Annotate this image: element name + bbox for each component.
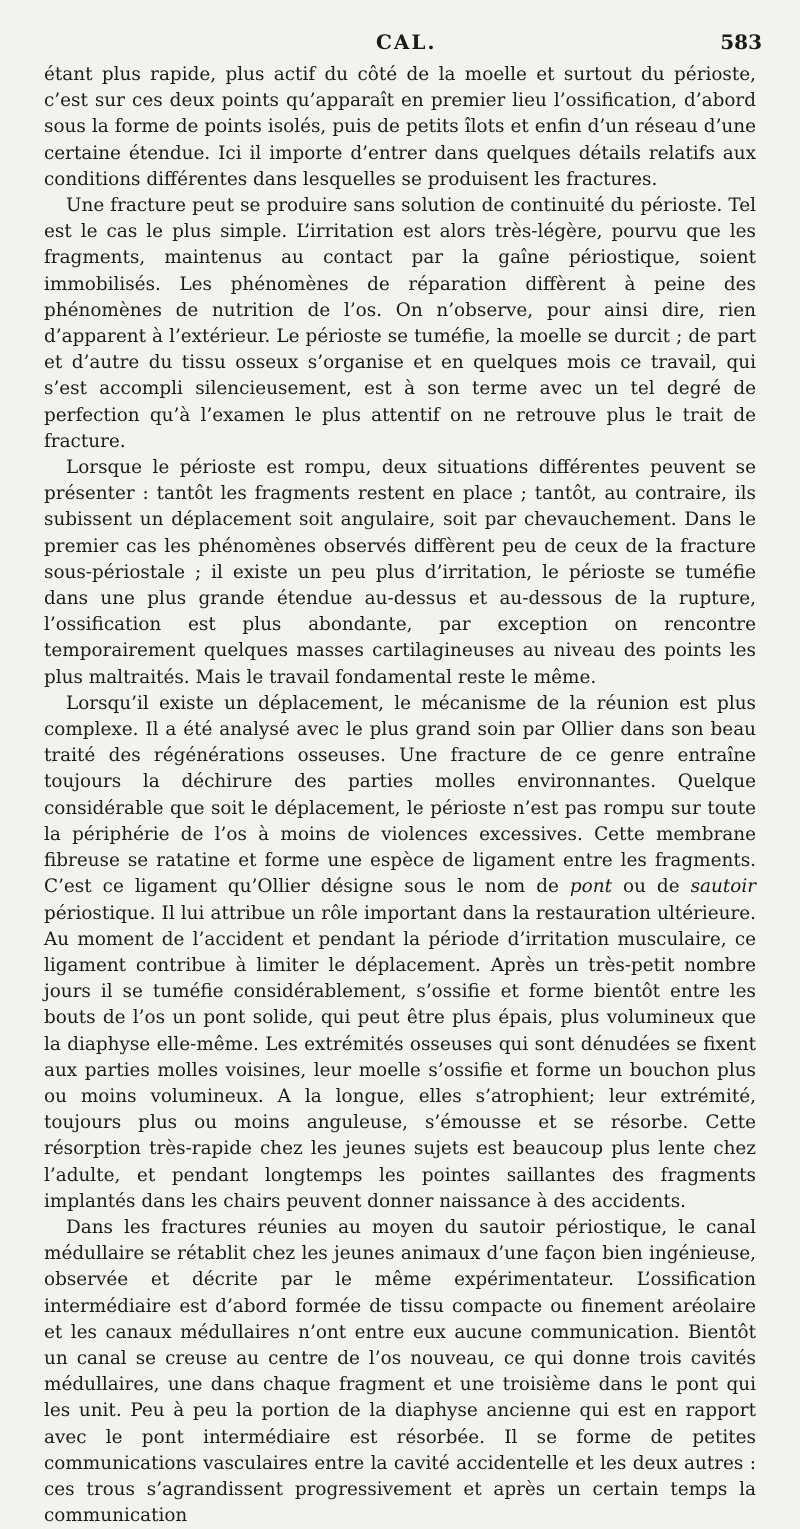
paragraph-5: Dans les fractures réunies au moyen du sautoir périostique, le canal médullaire se rétablit chez les jeunes animaux d’une façon bien ingénieuse, observée et décrite par le même expérimentateur. L’ossification intermédiaire est d’abord formée de tissu compacte ou finement aréolaire et les canaux médullaires n’ont entre eux aucune communication. Bientôt un canal se creuse au centre de l’os nouveau, ce qui donne trois cavités médullaires, une dans chaque fragment et une troisième dans le pont qui les unit. Peu à peu la portion de la diaphyse ancienne qui est en rapport avec le pont intermédiaire est résorbée. Il se forme de petites communications vasculaires entre la cavité accidentelle et les deux autres : ces trous s’agrandissent progressivement et après un certain temps la communication	[44, 1216, 756, 1527]
paragraph-4-part-3: périostique. Il lui attribue un rôle important dans la restauration ultérieure. Au moment de l’accident et pendant la période d’irritation musculaire, ce ligament contribue à limiter le déplacement. Après un très-petit nombre jours il se tuméfie considérablement, s’ossifie et forme bientôt entre les bouts de l’os un pont solide, qui peut être plus épais, plus volumineux que la diaphyse elle-même. Les extrémités osseuses qui sont dénudées se fixent aux parties molles voisines, leur moelle s’ossifie et forme un bouchon plus ou moins volumineux. A la longue, elles s’atrophient; leur extrémité, toujours plus ou moins anguleuse, s’émousse et se résorbe. Cette résorption très-rapide chez les jeunes sujets est beaucoup plus lente chez l’adulte, et pendant longtemps les pointes saillantes des fragments implantés dans les chairs peuvent donner naissance à des accidents.	[44, 902, 756, 1212]
page-number: 583	[720, 30, 762, 54]
paragraph-3: Lorsque le périoste est rompu, deux situations différentes peuvent se présenter : tantôt les fragments restent en place ; tantôt, au contraire, ils subissent un déplacement soit angulaire, soit par chevauchement. Dans le premier cas les phénomènes observés diffèrent peu de ceux de la fracture sous-périostale ; il existe un peu plus d’irritation, le périoste se tuméfie dans une plus grande étendue au-dessus et au-dessous de la rupture, l’ossification est plus abondante, par exception on rencontre temporairement quelques masses cartilagineuses au niveau des points les plus maltraités. Mais le travail fondamental reste le même.	[44, 457, 756, 688]
paragraph-4-part-2: ou de	[611, 876, 691, 898]
body-text	[44, 62, 756, 1529]
paragraph-4	[44, 691, 756, 1215]
paragraph-4-part-1: Lorsqu’il existe un déplacement, le mécanisme de la réunion est plus complexe. Il a été analysé avec le plus grand soin par Ollier dans son beau traité des régénérations osseuses. Une fracture de ce genre entraîne toujours la déchirure des parties molles environnantes. Quelque considérable que soit le déplacement, le périoste n’est pas rompu sur toute la périphérie de l’os à moins de violences excessives. Cette membrane fibreuse se ratatine et forme une espèce de ligament entre les fragments. C’est ce ligament qu’Ollier désigne sous le nom de	[44, 692, 756, 898]
term-sautoir: sautoir	[690, 876, 756, 898]
paragraph-1: étant plus rapide, plus actif du côté de la moelle et surtout du périoste, c’est sur ces deux points qu’apparaît en premier lieu l’ossification, d’abord sous la forme de points isolés, puis de petits îlots et enfin d’un réseau d’une certaine étendue. Ici il importe d’entrer dans quelques détails relatifs aux conditions différentes dans lesquelles se produisent les fractures.	[44, 64, 756, 190]
running-head: CAL.	[376, 30, 437, 54]
paragraph-2: Une fracture peut se produire sans solution de continuité du périoste. Tel est le cas le plus simple. L’irritation est alors très-légère, pourvu que les fragments, maintenus au contact par la gaîne périostique, soient immobilisés. Les phénomènes de réparation diffèrent à peine des phénomènes de nutrition de l’os. On n’observe, pour ainsi dire, rien d’apparent à l’extérieur. Le périoste se tuméfie, la moelle se durcit ; de part et d’autre du tissu osseux s’organise et en quelques mois ce travail, qui s’est accompli silencieusement, est à son terme avec un tel degré de perfection qu’à l’examen le plus attentif on ne retrouve plus le trait de fracture.	[44, 195, 756, 452]
page-header	[0, 30, 800, 56]
term-pont: pont	[569, 876, 612, 898]
